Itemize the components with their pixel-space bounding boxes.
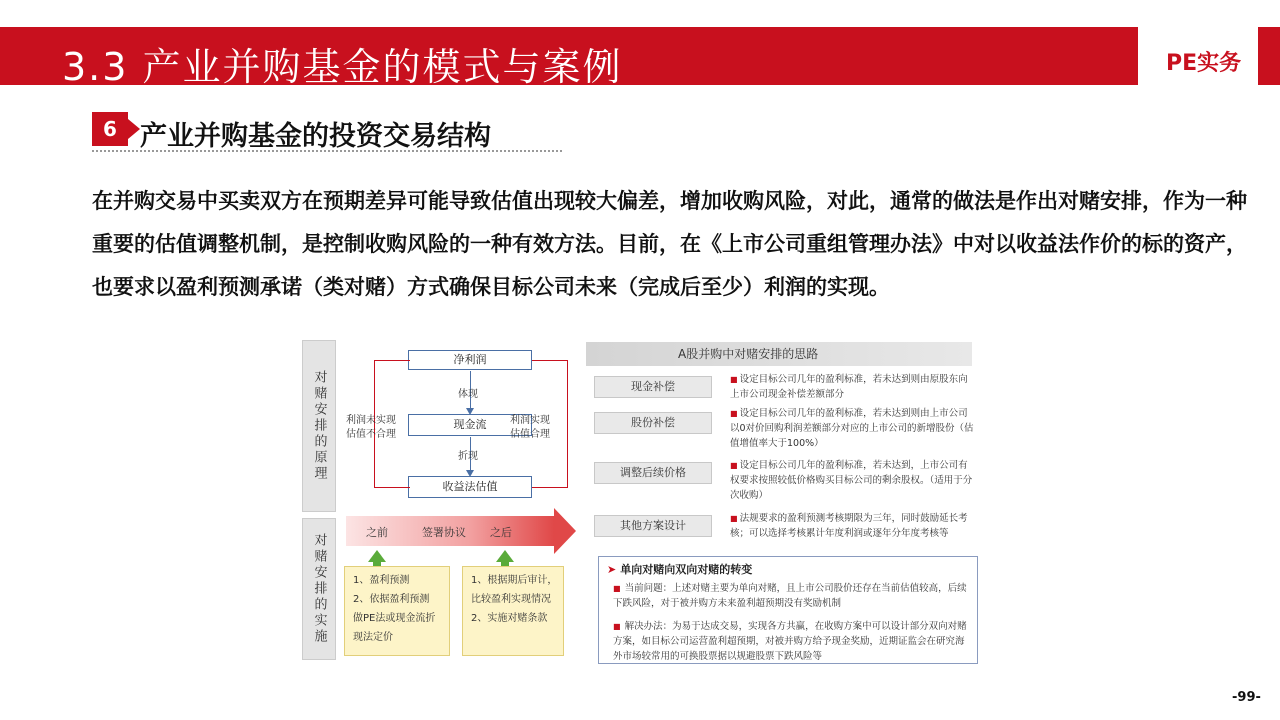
flow-net-profit: 净利润	[408, 350, 532, 370]
row-price-adjust-desc: ■ 设定目标公司几年的盈利标准，若未达到，上市公司有权要求按照较低价格购买目标公司的剩余股权。（适用于分次收购）	[730, 458, 976, 503]
row-share-compensation-desc: ■ 设定目标公司几年的盈利标准，若未达到则由上市公司以0对价回购利润差额部分对应的上市公司的新增股份（估值增值率大于100%）	[730, 406, 976, 451]
row-other-design-desc: ■ 法规要求的盈利预测考核期限为三年，同时鼓励延长考核；可以选择考核累计年度利润或逐年分年度考核等	[730, 511, 976, 541]
brand-logo: PE实务	[1166, 51, 1242, 76]
two-way-bet-box	[598, 556, 978, 664]
page-number: -99-	[1232, 690, 1261, 705]
section-title: 产业并购基金的投资交易结构	[140, 121, 491, 152]
before-items: 1、盈利预测 2、依据盈利预测 做PE法或现金流折 现法定价	[344, 566, 450, 656]
flow-discount-label: 折现	[458, 451, 478, 462]
row-other-design: 其他方案设计	[594, 515, 712, 537]
flow-right-note: 利润实现 估值合理	[510, 415, 550, 440]
row-share-compensation: 股份补偿	[594, 412, 712, 434]
solution: ■ 解决办法：为易于达成交易，实现各方共赢，在收购方案中可以设计部分双向对赌方案，如目标公司运营盈利超预期，对被并购方给予现金奖励，近期证监会在研究海外市场较常用的可换股票据以规避股票下跌风险等	[613, 619, 973, 664]
current-problem: ■ 当前问题：上述对赌主要为单向对赌，且上市公司股价还存在当前估值较高，后续下跌风险，对于被并购方未来盈利超预期没有奖励机制	[613, 581, 973, 611]
green-arrow-left-icon	[368, 550, 386, 562]
timeline-after: 之后	[490, 526, 512, 539]
timeline-before: 之前	[366, 526, 388, 539]
flow-valuation: 收益法估值	[408, 476, 532, 498]
figure-diagram	[300, 338, 982, 666]
page-title: 3.3 产业并购基金的模式与案例	[62, 45, 623, 89]
section-number-badge: 6	[92, 112, 128, 146]
right-panel-title: A股并购中对赌安排的思路	[586, 342, 972, 366]
side-label-principle: 对赌安排的原理	[302, 340, 336, 512]
two-way-bet-title: ➤ 单向对赌向双向对赌的转变	[607, 561, 752, 577]
side-label-implementation: 对赌安排的实施	[302, 518, 336, 660]
row-cash-compensation: 现金补偿	[594, 376, 712, 398]
body-paragraph: 在并购交易中买卖双方在预期差异可能导致估值出现较大偏差，增加收购风险，对此，通常的做法是作出对赌安排，作为一种重要的估值调整机制，是控制收购风险的一种有效方法。目前，在《上市公司重组管理办法》中对以收益法作价的标的资产，也要求以盈利预测承诺（类对赌）方式确保目标公司未来（完成后至少）利润的实现。	[92, 189, 1247, 299]
flow-embody-label: 体现	[458, 389, 478, 400]
flow-cash-flow: 现金流	[408, 414, 532, 436]
after-items: 1、根据期后审计， 比较盈利实现情况 2、实施对赌条款	[462, 566, 564, 656]
green-arrow-right-icon	[496, 550, 514, 562]
row-cash-compensation-desc: ■ 设定目标公司几年的盈利标准，若未达到则由原股东向上市公司现金补偿差额部分	[730, 372, 976, 402]
timeline-sign: 签署协议	[422, 526, 466, 539]
flow-left-note: 利润未实现 估值不合理	[346, 415, 396, 440]
row-price-adjust: 调整后续价格	[594, 462, 712, 484]
